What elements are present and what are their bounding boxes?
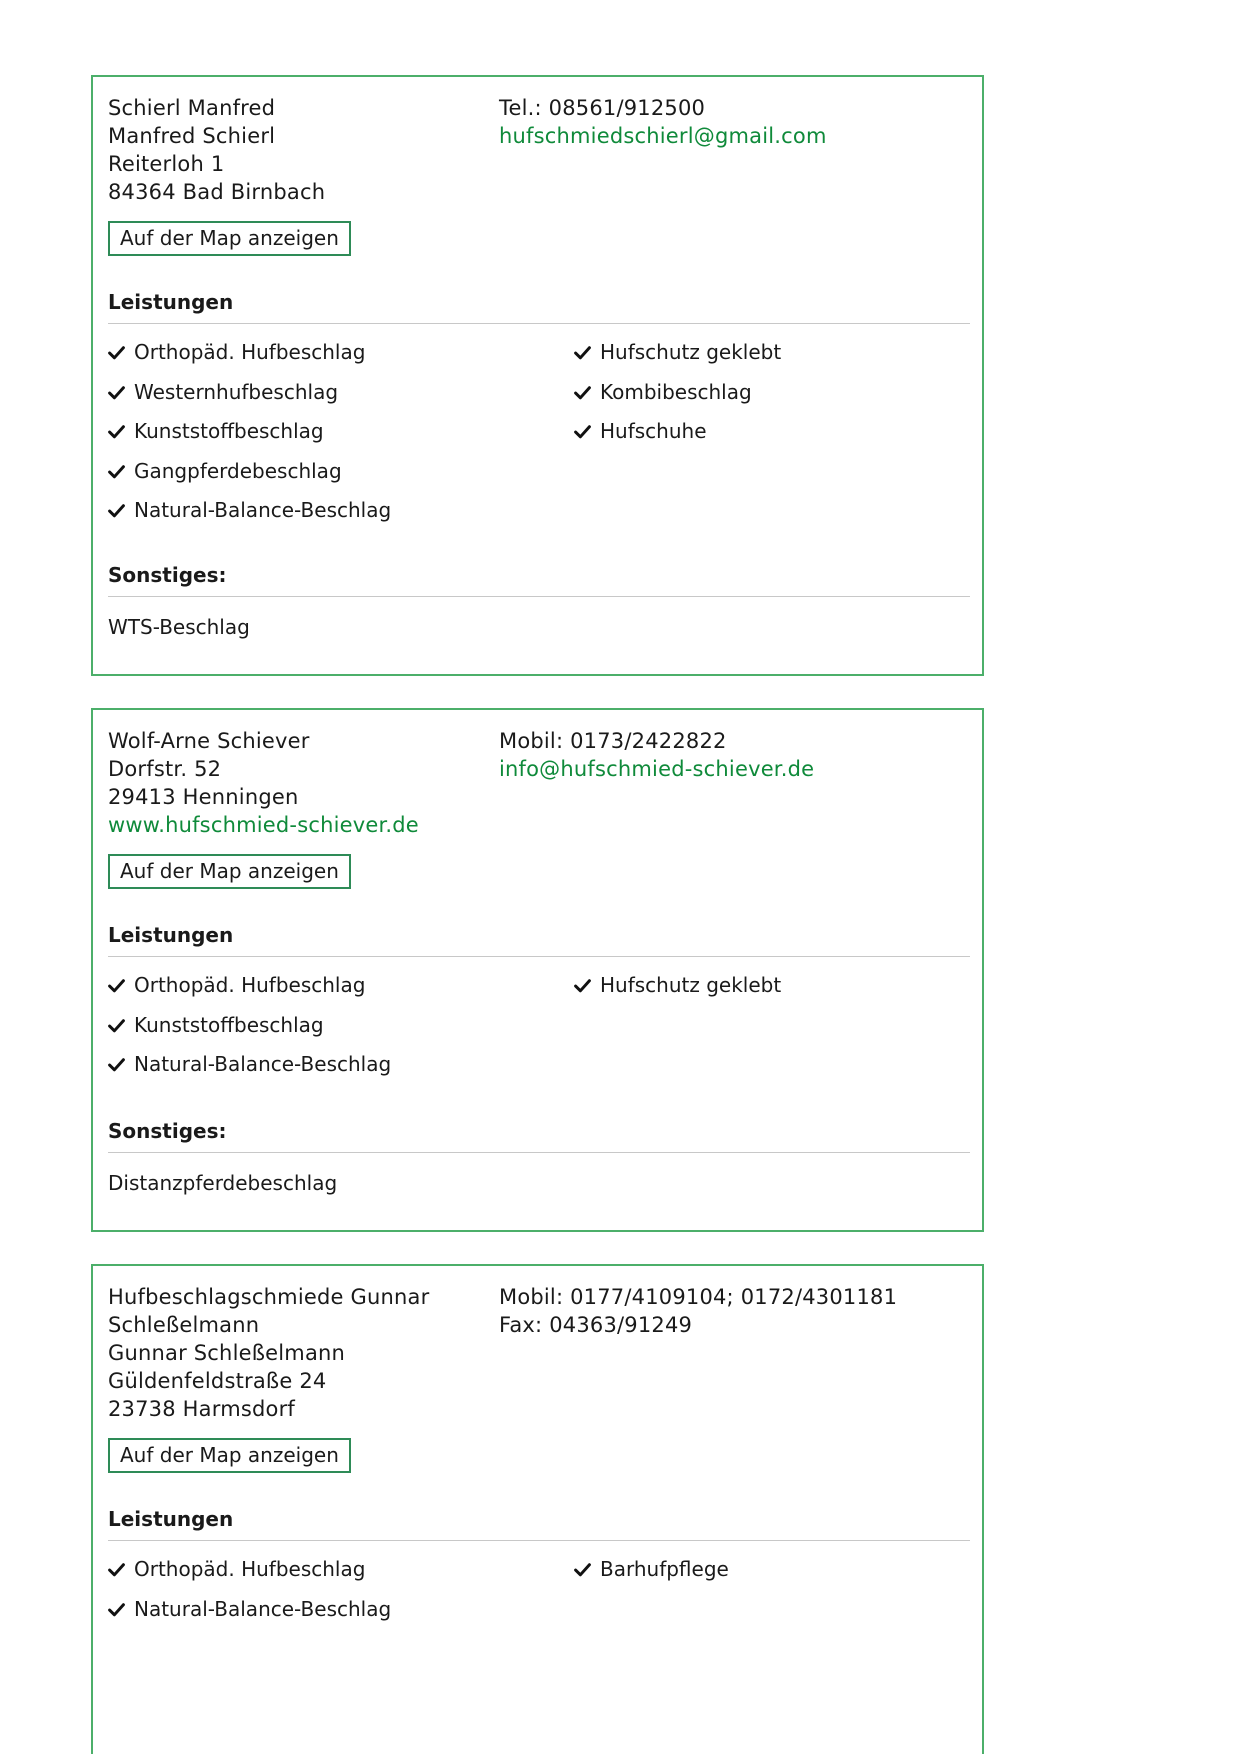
- address-line: 84364 Bad Birnbach: [108, 180, 326, 204]
- check-icon: [574, 423, 591, 440]
- service-item: [574, 419, 1014, 459]
- fax-line: Fax: 04363/91249: [499, 1313, 693, 1337]
- check-icon: [108, 1017, 125, 1034]
- website-link[interactable]: www.hufschmied-schiever.de: [108, 813, 419, 837]
- services-list-right: [574, 340, 1014, 459]
- service-item: [574, 340, 1014, 380]
- service-label: Westernhufbeschlag: [134, 379, 339, 404]
- service-label: Orthopäd. Hufbeschlag: [134, 340, 366, 364]
- other-heading: Sonstiges:: [108, 1119, 227, 1143]
- check-icon: [574, 977, 591, 994]
- address-line: Wolf-Arne Schiever: [108, 729, 310, 753]
- service-label: Hufschutz geklebt: [600, 973, 782, 997]
- service-item: [108, 973, 548, 1013]
- other-text: Distanzpferdebeschlag: [108, 1171, 338, 1195]
- divider: [108, 956, 970, 957]
- service-label: Kunststoffbeschlag: [134, 419, 324, 443]
- check-icon: [574, 1561, 591, 1578]
- services-list-left: [108, 1557, 548, 1636]
- check-icon: [108, 423, 125, 440]
- service-item: [108, 380, 548, 420]
- address-line: Dorfstr. 52: [108, 757, 222, 781]
- address-line: Reiterloh 1: [108, 152, 225, 176]
- services-list-right: [574, 973, 1014, 1013]
- services-heading: Leistungen: [108, 1507, 234, 1531]
- service-label: Hufschuhe: [600, 419, 707, 443]
- check-icon: [108, 384, 125, 401]
- address-line: Schierl Manfred: [108, 96, 276, 120]
- listing-card: [91, 1264, 984, 1754]
- address-block: [108, 94, 488, 206]
- services-heading: Leistungen: [108, 290, 234, 314]
- other-heading: Sonstiges:: [108, 563, 227, 587]
- service-label: Kunststoffbeschlag: [134, 1012, 324, 1037]
- contact-block: [499, 727, 959, 783]
- service-item: [108, 459, 548, 499]
- services-list-left: [108, 340, 548, 538]
- service-item: [108, 1052, 548, 1092]
- address-line: Schleßelmann: [108, 1313, 260, 1337]
- service-item: [574, 973, 1014, 1013]
- service-label: Gangpferdebeschlag: [134, 458, 342, 483]
- address-block: [108, 727, 488, 839]
- divider: [108, 596, 970, 597]
- listing-card: [91, 708, 984, 1232]
- service-item: [108, 419, 548, 459]
- listing-card: [91, 75, 984, 676]
- services-heading: Leistungen: [108, 923, 234, 947]
- show-on-map-button[interactable]: Auf der Map anzeigen: [108, 1438, 351, 1473]
- address-line: Manfred Schierl: [108, 124, 276, 148]
- check-icon: [574, 344, 591, 361]
- service-item: [574, 380, 1014, 420]
- service-label: Orthopäd. Hufbeschlag: [134, 1557, 366, 1581]
- service-label: Barhufpflege: [600, 1557, 729, 1581]
- check-icon: [108, 1561, 125, 1578]
- show-on-map-button[interactable]: Auf der Map anzeigen: [108, 221, 351, 256]
- address-block: [108, 1283, 488, 1423]
- service-item: [108, 498, 548, 538]
- service-item: [108, 1597, 548, 1637]
- phone-line: Tel.: 08561/912500: [499, 96, 706, 120]
- contact-block: [499, 94, 959, 150]
- address-line: Hufbeschlagschmiede Gunnar: [108, 1285, 430, 1309]
- address-line: 23738 Harmsdorf: [108, 1397, 296, 1421]
- check-icon: [574, 384, 591, 401]
- check-icon: [108, 1601, 125, 1618]
- show-on-map-button[interactable]: Auf der Map anzeigen: [108, 854, 351, 889]
- email-link[interactable]: info@hufschmied-schiever.de: [499, 757, 815, 781]
- services-list-left: [108, 973, 548, 1092]
- service-item: [108, 1013, 548, 1053]
- contact-block: [499, 1283, 959, 1339]
- service-item: [574, 1557, 1014, 1597]
- divider: [108, 1152, 970, 1153]
- check-icon: [108, 502, 125, 519]
- check-icon: [108, 344, 125, 361]
- service-label: Natural-Balance-Beschlag: [134, 1052, 392, 1076]
- check-icon: [108, 1056, 125, 1073]
- service-label: Natural-Balance-Beschlag: [134, 498, 392, 522]
- email-link[interactable]: hufschmiedschierl@gmail.com: [499, 124, 827, 148]
- address-line: Gunnar Schleßelmann: [108, 1341, 346, 1365]
- service-item: [108, 340, 548, 380]
- service-label: Orthopäd. Hufbeschlag: [134, 973, 366, 997]
- service-label: Kombibeschlag: [600, 379, 752, 404]
- check-icon: [108, 977, 125, 994]
- address-line: 29413 Henningen: [108, 785, 299, 809]
- check-icon: [108, 463, 125, 480]
- service-label: Natural-Balance-Beschlag: [134, 1596, 392, 1621]
- services-list-right: [574, 1557, 1014, 1597]
- phone-line: Mobil: 0173/2422822: [499, 729, 727, 753]
- address-line: Güldenfeldstraße 24: [108, 1369, 327, 1393]
- divider: [108, 323, 970, 324]
- other-text: WTS-Beschlag: [108, 615, 250, 639]
- phone-line: Mobil: 0177/4109104; 0172/4301181: [499, 1285, 898, 1309]
- divider: [108, 1540, 970, 1541]
- service-item: [108, 1557, 548, 1597]
- service-label: Hufschutz geklebt: [600, 340, 782, 364]
